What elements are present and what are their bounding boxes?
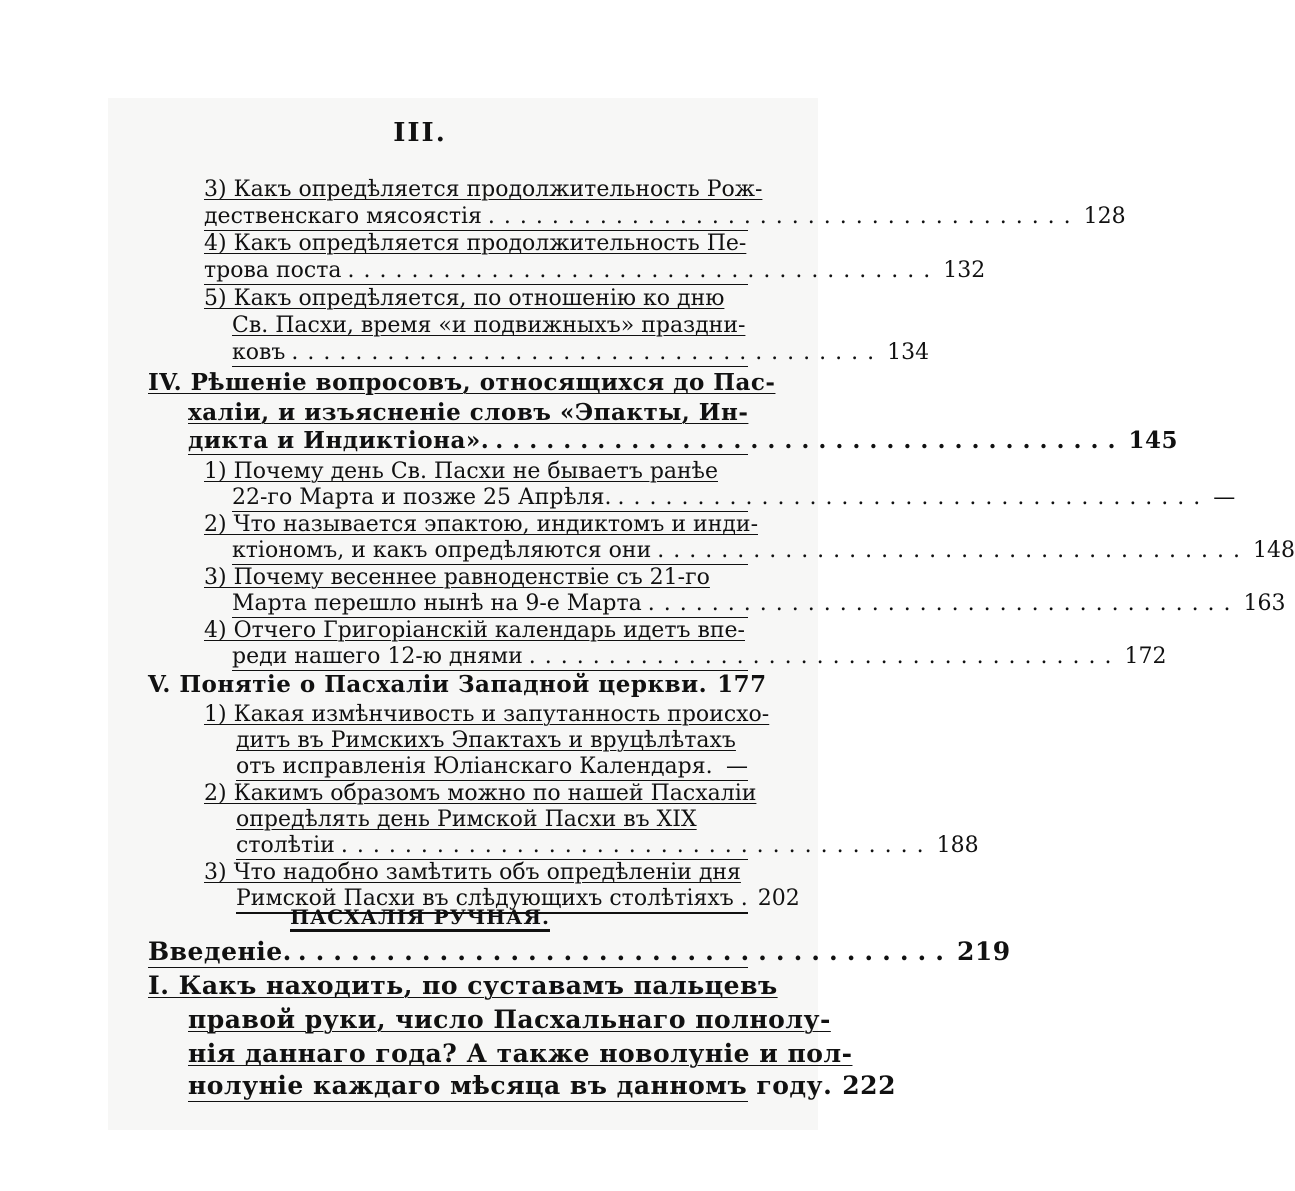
- section-heading: правой руки, число Пасхальнаго полнолу-: [188, 1005, 831, 1034]
- toc-row: [232, 340, 930, 367]
- toc-row: [232, 591, 1286, 618]
- toc-page: 163: [1243, 591, 1286, 616]
- leader-dots: .....................................: [291, 340, 884, 365]
- toc-line: 4) Отчего Григоріанскій календарь идетъ впе-: [204, 618, 745, 643]
- toc-line: дитъ въ Римскихъ Эпактахъ и вруцѣлѣтахъ: [236, 728, 736, 753]
- toc-row: [232, 644, 1167, 671]
- toc-line: Св. Пасхи, время «и подвижныхъ» праздни-: [232, 313, 746, 338]
- toc-page: 177: [717, 671, 767, 698]
- toc-row: [148, 937, 1011, 968]
- toc-text: 22-го Марта и позже 25 Апрѣля.: [232, 485, 612, 510]
- section-heading: I. Какъ находить, по суставамъ пальцевъ: [148, 971, 778, 1000]
- toc-page: 188: [936, 833, 979, 858]
- leader-dots: .....................................: [297, 937, 953, 966]
- toc-page: 148: [1253, 538, 1295, 563]
- toc-page: 202: [757, 886, 800, 911]
- toc-text: Римской Пасхи въ слѣдующихъ столѣтіяхъ .: [236, 886, 748, 911]
- toc-line: 3) Какъ опредѣляется продолжительность Рож-: [204, 177, 763, 202]
- toc-line: 5) Какъ опредѣляется, по отношенію ко дню: [204, 286, 725, 311]
- leader-dots: .....................................: [617, 485, 1210, 510]
- toc-page: 132: [943, 258, 986, 283]
- leader-dots: .....................................: [495, 427, 1125, 454]
- section-heading: IV. Рѣшеніе вопросовъ, относящихся до Пас-: [148, 369, 776, 396]
- page-number: III.: [393, 118, 447, 148]
- leader-dots: .....................................: [487, 204, 1080, 229]
- toc-row: [232, 538, 1295, 565]
- toc-text: ковъ: [232, 340, 286, 365]
- toc-page: 222: [842, 1071, 896, 1100]
- toc-text: реди нашего 12-ю днями: [232, 644, 523, 669]
- toc-line: 2) Какимъ образомъ можно по нашей Пасхаліи: [204, 781, 757, 806]
- toc-row: [236, 833, 979, 860]
- toc-text: дественскаго мясоястія: [204, 204, 482, 229]
- leader-dots: .....................................: [647, 591, 1240, 616]
- toc-page: 128: [1083, 204, 1126, 229]
- toc-page: 145: [1128, 427, 1179, 454]
- toc-page: —: [1213, 485, 1236, 510]
- toc-text: нолуніе каждаго мѣсяца въ данномъ году.: [188, 1071, 833, 1100]
- toc-line: 1) Какая измѣнчивость и запутанность происхо-: [204, 702, 770, 727]
- toc-page: 134: [887, 340, 930, 365]
- section-heading: халіи, и изъясненіе словъ «Эпакты, Ин-: [188, 399, 749, 426]
- toc-line: 3) Что надобно замѣтить объ опредѣленіи дня: [204, 860, 741, 885]
- toc-row: [232, 485, 1236, 512]
- toc-text: столѣтіи: [236, 833, 335, 858]
- toc-text: трова поста: [204, 258, 342, 283]
- toc-text: ктіономъ, и какъ опредѣляются они: [232, 538, 652, 563]
- leader-dots: .....................................: [657, 538, 1249, 563]
- toc-text: Марта перешло нынѣ на 9-е Марта: [232, 591, 642, 616]
- toc-row: [188, 1071, 896, 1102]
- toc-row: [148, 671, 767, 698]
- toc-text: дикта и Индиктіона».: [188, 427, 490, 454]
- part-heading-text: ПАСХАЛІЯ РУЧНАЯ.: [290, 905, 550, 932]
- toc-row: [188, 427, 1179, 455]
- leader-dots: .....................................: [528, 644, 1121, 669]
- toc-page: 219: [956, 937, 1011, 966]
- toc-line: 4) Какъ опредѣляется продолжительность Пе-: [204, 231, 747, 256]
- toc-line: 2) Что называется эпактою, индиктомъ и инди-: [204, 512, 758, 537]
- leader-dots: .....................................: [347, 258, 940, 283]
- toc-line: 1) Почему день Св. Пасхи не бываетъ ранѣе: [204, 459, 718, 484]
- leader-dots: .....................................: [340, 833, 933, 858]
- toc-row: [204, 258, 986, 285]
- toc-line: опредѣлять день Римской Пасхи въ XIX: [236, 807, 697, 832]
- toc-text: Введеніе.: [148, 937, 292, 966]
- part-heading: [0, 905, 840, 929]
- toc-row: [204, 204, 1126, 231]
- toc-row: [236, 755, 748, 781]
- section-heading: V. Понятіе о Пасхаліи Западной церкви.: [148, 671, 708, 698]
- toc-text: отъ исправленія Юліанскаго Календаря.: [236, 754, 713, 779]
- toc-page: 172: [1124, 644, 1167, 669]
- toc-page: —: [726, 754, 748, 779]
- section-heading: нія даннаго года? А также новолуніе и пол-: [188, 1039, 853, 1068]
- toc-line: 3) Почему весеннее равноденствіе съ 21-го: [204, 565, 710, 590]
